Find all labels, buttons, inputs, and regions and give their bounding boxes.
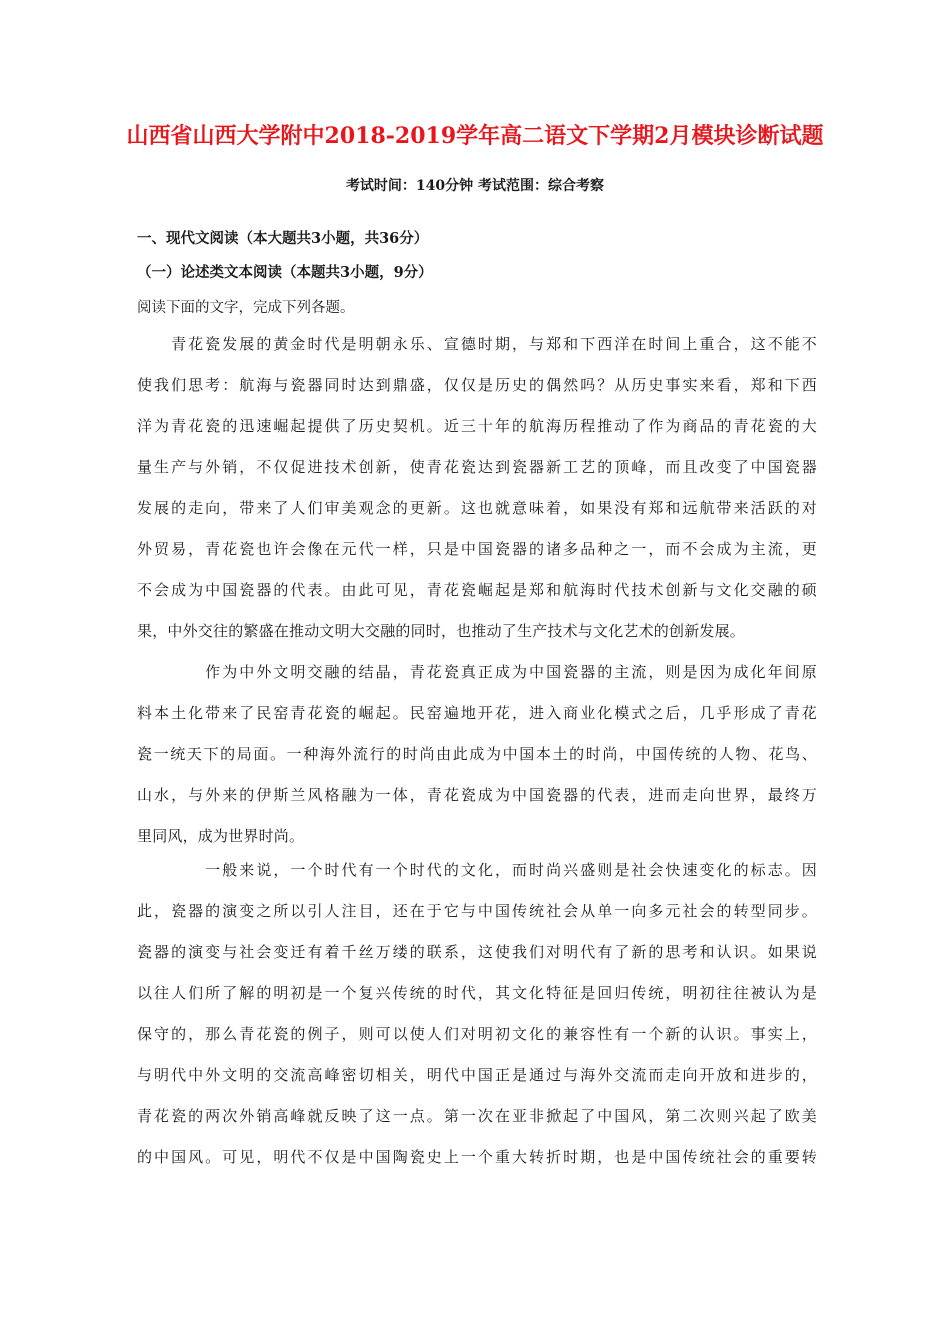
passage-line: 青花瓷的两次外销高峰就反映了这一点。第一次在亚非掀起了中国风，第二次则兴起了欧美 xyxy=(137,1107,817,1125)
passage-line: 外贸易，青花瓷也许会像在元代一样，只是中国瓷器的诸多品种之一，而不会成为主流，更 xyxy=(137,540,817,558)
passage-line: 洋为青花瓷的迅速崛起提供了历史契机。近三十年的航海历程推动了作为商品的青花瓷的大 xyxy=(137,417,817,435)
passage-line: 一般来说，一个时代有一个时代的文化，而时尚兴盛则是社会快速变化的标志。因 xyxy=(137,861,817,879)
passage-line: 里同风，成为世界时尚。 xyxy=(137,827,305,845)
passage-line: 使我们思考：航海与瓷器同时达到鼎盛，仅仅是历史的偶然吗？从历史事实来看，郑和下西 xyxy=(137,376,817,394)
reading-instruction: 阅读下面的文字，完成下列各题。 xyxy=(137,300,355,316)
passage-line: 的中国风。可见，明代不仅是中国陶瓷史上一个重大转折时期，也是中国传统社会的重要转 xyxy=(137,1148,817,1166)
passage-line: 果，中外交往的繁盛在推动文明大交融的同时，也推动了生产技术与文化艺术的创新发展。 xyxy=(137,622,746,640)
document-title: 山西省山西大学附中2018-2019学年高二语文下学期2月模块诊断试题 xyxy=(126,123,824,149)
exam-info: 考试时间：140分钟 考试范围：综合考察 xyxy=(345,178,605,194)
subsection-heading: （一）论述类文本阅读（本题共3小题，9分） xyxy=(137,264,433,281)
passage-line: 以往人们所了解的明初是一个复兴传统的时代，其文化特征是回归传统，明初往往被认为是 xyxy=(137,984,817,1002)
passage-line: 量生产与外销，不仅促进技术创新，使青花瓷达到瓷器新工艺的顶峰，而且改变了中国瓷器 xyxy=(137,458,817,476)
passage-line: 与明代中外文明的交流高峰密切相关，明代中国正是通过与海外交流而走向开放和进步的， xyxy=(137,1066,817,1084)
passage-line: 山水，与外来的伊斯兰风格融为一体，青花瓷成为中国瓷器的代表，进而走向世界，最终万 xyxy=(137,786,817,804)
passage-line: 保守的，那么青花瓷的例子，则可以使人们对明初文化的兼容性有一个新的认识。事实上， xyxy=(137,1025,817,1043)
passage-line: 此，瓷器的演变之所以引人注目，还在于它与中国传统社会从单一向多元社会的转型同步。 xyxy=(137,902,817,920)
passage-line: 料本土化带来了民窑青花瓷的崛起。民窑遍地开花，进入商业化模式之后，几乎形成了青花 xyxy=(137,704,817,722)
passage-line: 瓷一统天下的局面。一种海外流行的时尚由此成为中国本土的时尚，中国传统的人物、花鸟、 xyxy=(137,745,817,763)
passage-line: 不会成为中国瓷器的代表。由此可见，青花瓷崛起是郑和航海时代技术创新与文化交融的硕 xyxy=(137,581,817,599)
passage-line: 青花瓷发展的黄金时代是明朝永乐、宣德时期，与郑和下西洋在时间上重合，这不能不 xyxy=(137,335,817,353)
section-heading: 一、现代文阅读（本大题共3小题，共36分） xyxy=(137,230,429,247)
passage-line: 作为中外文明交融的结晶，青花瓷真正成为中国瓷器的主流，则是因为成化年间原 xyxy=(137,663,817,681)
passage-line: 发展的走向，带来了人们审美观念的更新。这也就意味着，如果没有郑和远航带来活跃的对 xyxy=(137,499,817,517)
passage-line: 瓷器的演变与社会变迁有着千丝万缕的联系，这使我们对明代有了新的思考和认识。如果说 xyxy=(137,943,817,961)
